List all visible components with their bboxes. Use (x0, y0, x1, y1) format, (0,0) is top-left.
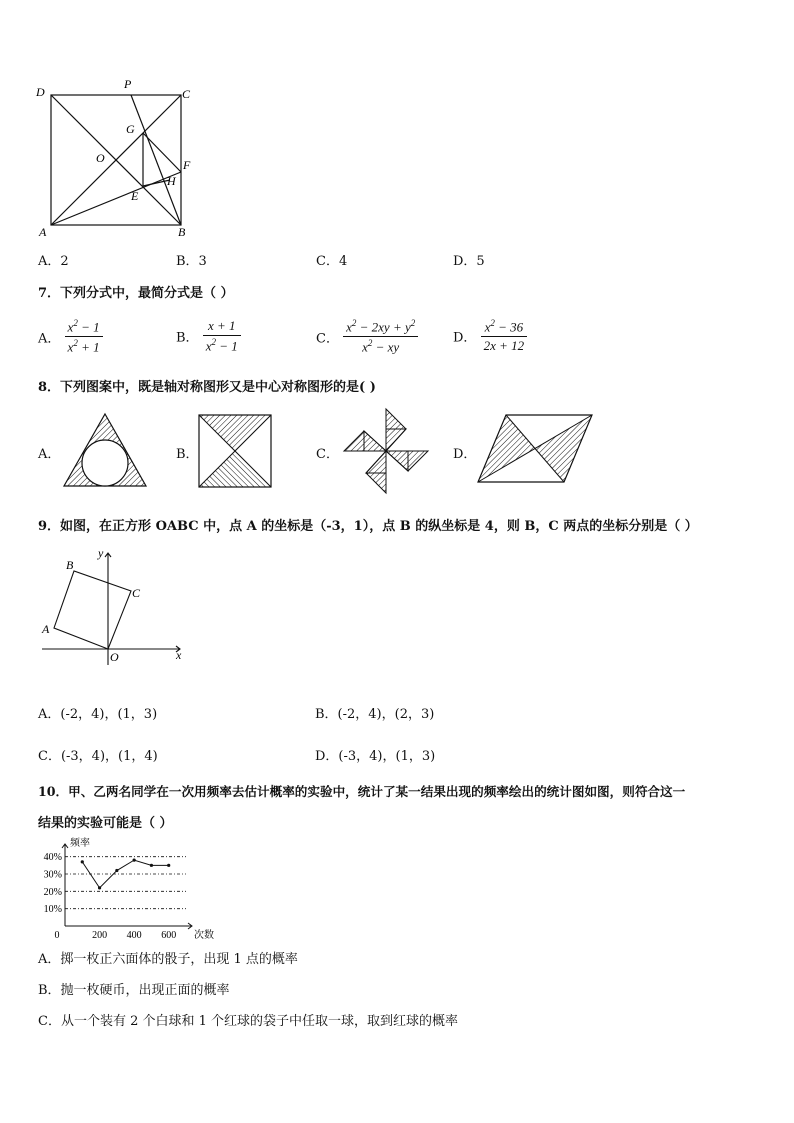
chart-xtick-label: 0 (54, 930, 60, 941)
q7-a-label: A． (38, 331, 61, 347)
q8-option-d-figure[interactable] (476, 414, 594, 484)
chart-ylabel: 频率 (70, 838, 90, 849)
label-P: P (124, 77, 132, 91)
q7-d-fraction: $\frac{x^2 - 36}{2x + 12}$ (481, 318, 528, 354)
chart-point (81, 860, 84, 863)
chart-point (115, 869, 118, 872)
q10-option-c[interactable]: C．从一个装有 2 个白球和 1 个红球的袋子中任取一球，取到红球的概率 (38, 1014, 459, 1029)
label-E: E (131, 189, 139, 203)
chart-point (150, 864, 153, 867)
chart-xtick-label: 600 (161, 930, 177, 941)
q9-option-c[interactable]: C．(-3，4)，(1，4) (38, 749, 158, 764)
q8-option-d-label[interactable]: D． (453, 447, 477, 462)
chart-xlabel: 次数 (194, 930, 214, 941)
q7-b-label: B． (176, 330, 199, 346)
q7-b-fraction: $\frac{x + 1}{x^2 - 1}$ (203, 318, 241, 354)
label-F: F (183, 158, 191, 172)
chart-ytick-label: 30% (43, 869, 62, 881)
q8-option-b-label[interactable]: B． (176, 447, 199, 462)
chart-xtick-label: 200 (92, 930, 108, 941)
label-B: B (178, 225, 186, 239)
q8-option-a-figure[interactable] (62, 412, 148, 488)
chart-ytick-label: 10% (43, 904, 62, 916)
q7-a-fraction: $\frac{x^2 - 1}{x^2 + 1}$ (65, 318, 103, 356)
chart-ytick-label: 40% (43, 852, 62, 864)
chart-ytick-label: 20% (43, 886, 62, 898)
q6-option-d[interactable]: D．5 (453, 254, 485, 269)
label-H: H (167, 174, 176, 188)
q7-option-a[interactable] (38, 318, 103, 356)
chart-point (167, 864, 170, 867)
q8-option-b-figure[interactable] (198, 414, 272, 488)
q9-option-d[interactable]: D．(-3，4)，(1，3) (315, 749, 436, 764)
q9-option-b[interactable]: B．(-2，4)，(2，3) (315, 707, 435, 722)
q10-option-a[interactable]: A．掷一枚正六面体的骰子，出现 1 点的概率 (38, 952, 298, 967)
q10-stem-line1: 10．甲、乙两名同学在一次用频率去估计概率的实验中，统计了某一结果出现的频率绘出的统计图如图，则符合这一 (38, 784, 686, 799)
q8-stem: 8．下列图案中，既是轴对称图形又是中心对称图形的是( ) (38, 380, 376, 395)
q6-option-c[interactable]: C．4 (316, 254, 348, 269)
label-G: G (126, 122, 135, 136)
q6-figure (32, 76, 202, 241)
label-D: D (36, 85, 45, 99)
q7-c-fraction: $\frac{x^2 - 2xy + y^2}{x^2 - xy}$ (343, 318, 418, 356)
q8-option-c-label[interactable]: C． (316, 447, 339, 462)
fig9-label-y: y (98, 546, 104, 560)
q7-c-label: C． (316, 331, 339, 347)
chart-xtick-label: 400 (126, 930, 142, 941)
fig9-label-O: O (110, 650, 119, 664)
q7-option-c[interactable] (316, 318, 418, 356)
q7-stem: 7．下列分式中，最简分式是（ ） (38, 286, 234, 301)
q7-d-label: D． (453, 330, 477, 346)
fig9-label-C: C (132, 586, 141, 600)
q10-stem-line2: 结果的实验可能是（ ） (38, 816, 173, 831)
q9-figure (40, 545, 190, 670)
q8-option-c-figure[interactable] (340, 405, 432, 497)
q9-stem: 9．如图，在正方形 OABC 中，点 A 的坐标是（-3，1），点 B 的纵坐标是 4，则 B，C 两点的坐标分别是（ ） (38, 519, 698, 534)
chart-point (133, 859, 136, 862)
q8-option-a-label[interactable]: A． (38, 447, 61, 462)
q6-option-b[interactable]: B．3 (176, 254, 207, 269)
label-O: O (96, 151, 105, 165)
q7-option-b[interactable] (176, 318, 241, 354)
chart-point (98, 886, 101, 889)
q10-option-b[interactable]: B．抛一枚硬币，出现正面的概率 (38, 983, 230, 998)
frequency-chart (30, 836, 220, 942)
fig9-label-B: B (66, 558, 74, 572)
fig9-label-x: x (176, 648, 182, 662)
q7-option-d[interactable] (453, 318, 527, 354)
q9-option-a[interactable]: A．(-2，4)，(1，3) (38, 707, 158, 722)
q6-option-a[interactable]: A．2 (38, 254, 69, 269)
label-A: A (39, 225, 47, 239)
fig9-label-A: A (42, 622, 50, 636)
label-C: C (182, 87, 191, 101)
